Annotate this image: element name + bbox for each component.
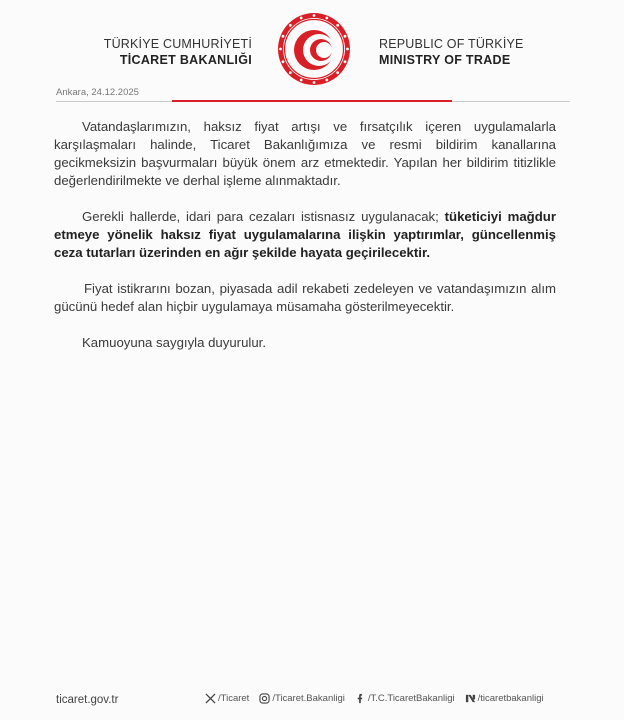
paragraph-1: Vatandaşlarımızın, haksız fiyat artışı ve fırsatçılık içeren uygulamalarla karşılaşmaları halinde, Ticaret Bakanlığımıza ve resmi bildirim kanallarına gecikmeksizin başvurmaları büyük önem arz etmektedir. Yapılan her bildirim titizlikle değerlendirilmekte ve derhal işleme alınmaktadır. xyxy=(54,119,556,188)
social-facebook-label: /T.C.TicaretBakanligi xyxy=(367,693,455,704)
header-right-line1: REPUBLIC OF TÜRKİYE xyxy=(379,37,524,51)
nsosyal-icon xyxy=(465,693,476,704)
header-divider-accent xyxy=(172,100,452,102)
social-nsosyal[interactable] xyxy=(465,693,544,704)
social-instagram[interactable] xyxy=(259,693,345,704)
ministry-emblem-icon xyxy=(276,11,352,87)
social-links xyxy=(205,693,544,704)
header-english xyxy=(379,36,539,68)
header-right-line2: MINISTRY OF TRADE xyxy=(379,53,511,67)
facebook-icon xyxy=(355,693,366,704)
website-link[interactable]: ticaret.gov.tr xyxy=(56,694,119,706)
paragraph-2-text: Gerekli hallerde, idari para cezaları istisnasız uygulanacak; xyxy=(82,209,445,224)
instagram-icon xyxy=(259,693,270,704)
social-facebook[interactable] xyxy=(355,693,455,704)
paragraph-2 xyxy=(54,208,556,262)
announcement-body xyxy=(54,118,556,370)
social-instagram-label: /Ticaret.Bakanligi xyxy=(272,693,345,704)
header-turkish xyxy=(100,36,252,68)
closing-line: Kamuoyuna saygıyla duyurulur. xyxy=(82,335,266,350)
social-x-label: /Ticaret xyxy=(218,693,250,704)
header-left-line1: TÜRKİYE CUMHURİYETİ xyxy=(103,37,252,51)
x-icon xyxy=(205,693,216,704)
date-location: Ankara, 24.12.2025 xyxy=(56,87,139,98)
social-x[interactable] xyxy=(205,693,249,704)
header-left-line2: TİCARET BAKANLIĞI xyxy=(119,53,252,67)
social-nsosyal-label: /ticaretbakanligi xyxy=(477,693,544,704)
paragraph-3: Fiyat istikrarını bozan, piyasada adil rekabeti zedeleyen ve vatandaşımızın alım gücünü hedef alan hiçbir uygulamaya müsamaha gösterilmeyecektir. xyxy=(54,281,556,314)
paragraph-2-emphasis: tüketiciyi mağdur etmeye yönelik haksız fiyat uygulamalarına ilişkin yaptırımlar, güncellenmiş ceza tutarları üzerinden en ağır şekilde hayata geçirilecektir. xyxy=(54,209,556,260)
